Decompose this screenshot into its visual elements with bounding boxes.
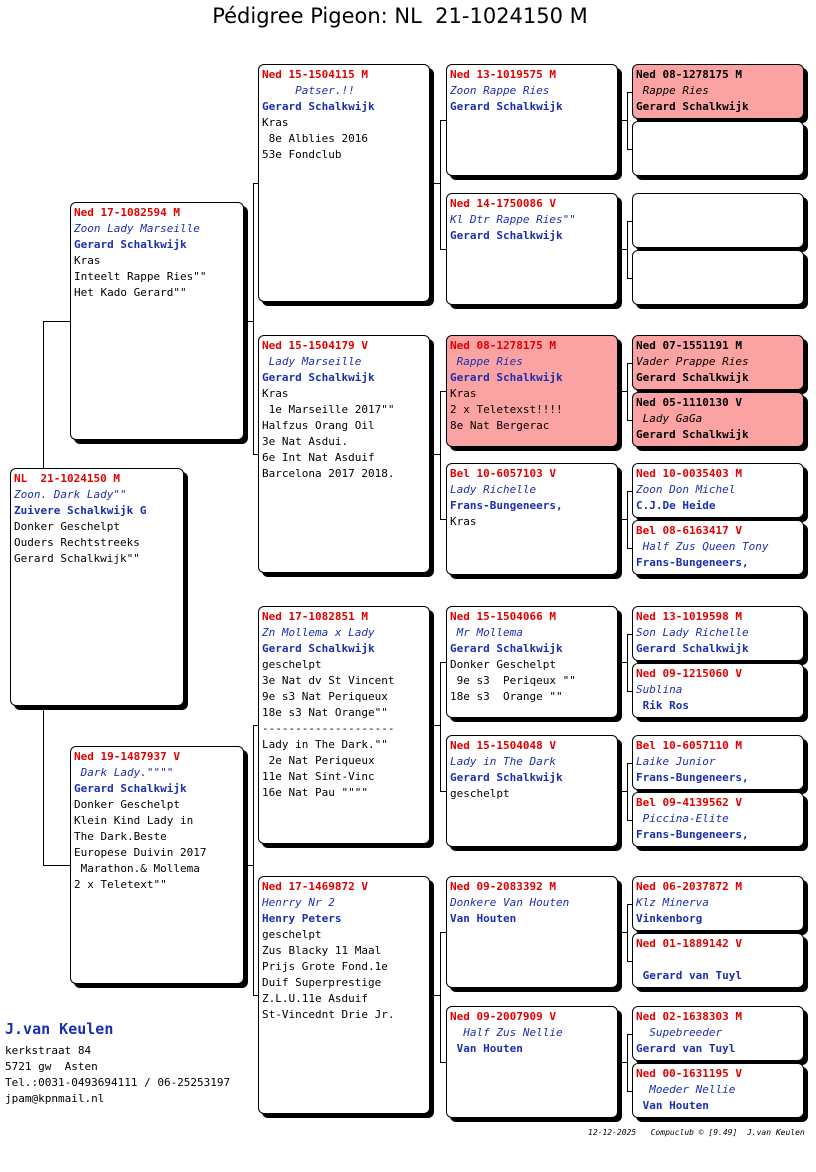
pigeon-name: Half Zus Queen Tony <box>636 540 769 553</box>
ring-number: Ned 01-1889142 V <box>636 937 742 950</box>
ring-number: Bel 09-4139562 V <box>636 796 742 809</box>
pigeon-info-line: Gerard Schalkwijk <box>262 371 375 384</box>
tree-connector-line <box>440 791 446 792</box>
pigeon-info-line: Gerard Schalkwijk <box>74 782 187 795</box>
pigeon-info-line: Gerard Schalkwijk <box>450 642 563 655</box>
pigeon-name: Klz Minerva <box>636 896 709 909</box>
ring-number: Ned 15-1504115 M <box>262 68 368 81</box>
pigeon-info-line: Z.L.U.11e Asduif <box>262 992 368 1005</box>
ring-number: Ned 15-1504066 M <box>450 610 556 623</box>
pigeon-info-line <box>636 952 800 968</box>
pigeon-info-line: geschelpt <box>450 787 510 800</box>
pigeon-info-line: 2 x Teletexst!!!! <box>450 403 563 416</box>
pigeon-card-c21[interactable] <box>632 463 804 518</box>
ring-number: Ned 17-1469872 V <box>262 880 368 893</box>
pigeon-info-line: Gerard van Tuyl <box>636 1042 736 1055</box>
tree-connector-line <box>627 221 628 278</box>
tree-connector-line <box>440 120 441 249</box>
tree-connector-line <box>43 865 70 866</box>
tree-connector-line <box>440 932 441 1062</box>
ring-number: Ned 14-1750086 V <box>450 197 556 210</box>
tree-connector-line <box>440 391 446 392</box>
pigeon-card-c12[interactable] <box>446 735 618 847</box>
pigeon-info-line: Gerard Schalkwijk <box>636 428 749 441</box>
pigeon-card-c9[interactable] <box>446 335 618 447</box>
tree-connector-line <box>440 1062 446 1063</box>
owner-phone: Tel.:0031-0493694111 / 06-25253197 <box>5 1076 231 1089</box>
pigeon-info-line: 16e Nat Pau """" <box>262 786 368 799</box>
pigeon-info-line: Lady in The Dark."" <box>262 738 388 751</box>
tree-connector-line <box>440 391 441 519</box>
pigeon-info-line: Gerard Schalkwijk <box>636 100 749 113</box>
pigeon-name: Dark Lady."""" <box>74 766 174 779</box>
pigeon-card-c14[interactable] <box>446 1006 618 1118</box>
owner-postal: 5721 gw Asten <box>5 1060 98 1073</box>
pigeon-card-c17[interactable] <box>632 193 804 248</box>
tree-connector-line <box>627 92 628 149</box>
pigeon-info-line: Halfzus Orang Oil <box>262 419 375 432</box>
pigeon-info-line: Donker Geschelpt <box>450 658 556 671</box>
ring-number: Bel 10-6057110 M <box>636 739 742 752</box>
pigeon-info-line: geschelpt <box>262 658 322 671</box>
tree-connector-line <box>253 183 254 454</box>
pigeon-info-line: 9e s3 Periqeux "" <box>450 674 576 687</box>
pigeon-info-line: 6e Int Nat Asduif <box>262 451 375 464</box>
ring-number: Ned 15-1504048 V <box>450 739 556 752</box>
tree-connector-line <box>43 710 44 865</box>
pigeon-name: Zn Mollema x Lady <box>262 626 375 639</box>
tree-connector-line <box>627 363 628 420</box>
pigeon-info-line: Europese Duivin 2017 <box>74 846 207 859</box>
pigeon-info-line: Gerard van Tuyl <box>636 969 742 982</box>
pigeon-info-line: Gerard Schalkwijk"" <box>14 552 140 565</box>
tree-connector-line <box>627 691 632 692</box>
ring-number: Ned 09-1215060 V <box>636 667 742 680</box>
pigeon-name: Kl Dtr Rappe Ries"" <box>450 213 576 226</box>
ring-number: Bel 08-6163417 V <box>636 524 742 537</box>
pigeon-info-line: Ouders Rechtstreeks <box>14 536 140 549</box>
pigeon-info-line: Gerard Schalkwijk <box>262 642 375 655</box>
pigeon-info-line: Zus Blacky 11 Maal <box>262 944 382 957</box>
pigeon-info-line: St-Vincednt Drie Jr. <box>262 1008 395 1021</box>
tree-connector-line <box>440 519 446 520</box>
pigeon-info-line: 18e s3 Orange "" <box>450 690 563 703</box>
tree-connector-line <box>627 548 632 549</box>
pigeon-info-line: Barcelona 2017 2018. <box>262 467 395 480</box>
pigeon-name: Supebreeder <box>636 1026 723 1039</box>
pigeon-info-line: Frans-Bungeneers, <box>636 828 749 841</box>
ring-number: Ned 08-1278175 M <box>450 339 556 352</box>
ring-number: Ned 08-1278175 M <box>636 68 742 81</box>
tree-connector-line <box>440 662 446 663</box>
pigeon-name: Moeder Nellie <box>636 1083 736 1096</box>
ring-number: Ned 13-1019598 M <box>636 610 742 623</box>
pigeon-name: Lady Marseille <box>262 355 362 368</box>
pigeon-info-line: Gerard Schalkwijk <box>636 642 749 655</box>
pigeon-name: Zoon Lady Marseille <box>74 222 200 235</box>
tree-connector-line <box>253 454 258 455</box>
tree-connector-line <box>627 634 628 691</box>
ring-number: Ned 06-2037872 M <box>636 880 742 893</box>
pigeon-name: Lady Richelle <box>450 483 537 496</box>
pigeon-info-line: 9e s3 Nat Periqueux <box>262 690 388 703</box>
pigeon-info-line: 3e Nat dv St Vincent <box>262 674 395 687</box>
ring-number: Ned 17-1082851 M <box>262 610 368 623</box>
pigeon-info-line: 2e Nat Periqueux <box>262 754 375 767</box>
pigeon-info-line: 18e s3 Nat Orange"" <box>262 706 388 719</box>
pigeon-name: Zoon Rappe Ries <box>450 84 550 97</box>
pigeon-card-c18[interactable] <box>632 250 804 305</box>
pigeon-info-line: Vinkenborg <box>636 912 703 925</box>
pigeon-card-c5[interactable] <box>258 606 430 844</box>
pigeon-card-c29[interactable] <box>632 1006 804 1061</box>
pigeon-card-c24[interactable] <box>632 663 804 718</box>
pigeon-info-line: Inteelt Rappe Ries"" <box>74 270 207 283</box>
pigeon-card-c0[interactable] <box>10 468 184 706</box>
pigeon-name: Zoon Don Michel <box>636 483 736 496</box>
tree-connector-line <box>627 634 632 635</box>
pigeon-info-line: Gerard Schalkwijk <box>450 100 563 113</box>
pigeon-name: Half Zus Nellie <box>450 1026 563 1039</box>
owner-email: jpam@kpnmail.nl <box>5 1092 105 1105</box>
pigeon-info-line: Duif Superprestige <box>262 976 382 989</box>
footer-credits: 12-12-2025 Compuclub © [9.49] J.van Keulen <box>588 1128 805 1137</box>
pigeon-card-c26[interactable] <box>632 792 804 847</box>
pigeon-info-line: Frans-Bungeneers, <box>450 499 563 512</box>
ring-number: Ned 05-1110130 V <box>636 396 742 409</box>
pigeon-card-c2[interactable] <box>70 746 244 984</box>
pigeon-info-line: Kras <box>74 254 101 267</box>
pigeon-name: Rappe Ries <box>450 355 523 368</box>
pigeon-name: Piccina-Elite <box>636 812 729 825</box>
pigeon-name: Sublina <box>636 683 683 696</box>
pigeon-info-line: Zuivere Schalkwijk G <box>14 504 147 517</box>
tree-connector-line <box>627 278 632 279</box>
tree-connector-line <box>440 120 446 121</box>
pigeon-card-c8[interactable] <box>446 193 618 305</box>
tree-connector-line <box>627 763 628 820</box>
pigeon-info-line: C.J.De Heide <box>636 499 716 512</box>
pigeon-info-line: Kras <box>450 515 477 528</box>
ring-number: Ned 17-1082594 M <box>74 206 180 219</box>
pigeon-card-c30[interactable] <box>632 1063 804 1118</box>
tree-connector-line <box>440 932 446 933</box>
pigeon-info-line: Prijs Grote Fond.1e <box>262 960 388 973</box>
pigeon-name: Laike Junior <box>636 755 716 768</box>
tree-connector-line <box>627 420 632 421</box>
page-title: Pédigree Pigeon: NL 21-1024150 M <box>212 4 588 28</box>
ring-number: Ned 13-1019575 M <box>450 68 556 81</box>
tree-connector-line <box>627 1034 628 1091</box>
pigeon-info-line: Klein Kind Lady in <box>74 814 194 827</box>
pigeon-info-line: Marathon.& Mollema <box>74 862 200 875</box>
pigeon-info-line: Gerard Schalkwijk <box>450 771 563 784</box>
tree-connector-line <box>627 221 632 222</box>
pigeon-card-c7[interactable] <box>446 64 618 176</box>
pigeon-info-line: Kras <box>262 116 289 129</box>
ring-number: Ned 10-0035403 M <box>636 467 742 480</box>
pigeon-info-line: 53e Fondclub <box>262 148 342 161</box>
pigeon-info-line: Kras <box>262 387 289 400</box>
ring-number: Ned 09-2083392 M <box>450 880 556 893</box>
tree-connector-line <box>627 763 632 764</box>
owner-name: J.van Keulen <box>5 1020 114 1038</box>
pigeon-name: Mr Mollema <box>450 626 523 639</box>
pigeon-info-line: 11e Nat Sint-Vinc <box>262 770 375 783</box>
pigeon-card-c16[interactable] <box>632 121 804 176</box>
tree-connector-line <box>627 149 632 150</box>
pigeon-card-c20[interactable] <box>632 392 804 447</box>
tree-connector-line <box>627 961 632 962</box>
tree-connector-line <box>627 1034 632 1035</box>
pigeon-card-c3[interactable] <box>258 64 430 302</box>
pigeon-card-c23[interactable] <box>632 606 804 661</box>
pigeon-name: Lady in The Dark <box>450 755 556 768</box>
pigeon-name: Henrry Nr 2 <box>262 896 335 909</box>
pigeon-info-line: -------------------- <box>262 722 395 735</box>
tree-connector-line <box>253 725 258 726</box>
tree-connector-line <box>253 995 258 996</box>
owner-address: kerkstraat 84 <box>5 1044 92 1057</box>
pigeon-info-line: 8e Alblies 2016 <box>262 132 368 145</box>
tree-connector-line <box>627 1091 632 1092</box>
pigeon-info-line: 8e Nat Bergerac <box>450 419 550 432</box>
pigeon-info-line: The Dark.Beste <box>74 830 167 843</box>
pigeon-name: Vader Prappe Ries <box>636 355 749 368</box>
pigeon-info-line: Het Kado Gerard"" <box>74 286 187 299</box>
pigeon-info-line: 1e Marseille 2017"" <box>262 403 395 416</box>
tree-connector-line <box>627 904 632 905</box>
tree-connector-line <box>627 491 632 492</box>
pigeon-info-line: Van Houten <box>450 1042 523 1055</box>
pigeon-info-line: Gerard Schalkwijk <box>450 371 563 384</box>
pigeon-card-c25[interactable] <box>632 735 804 790</box>
pigeon-info-line: Frans-Bungeneers, <box>636 556 749 569</box>
tree-connector-line <box>43 321 70 322</box>
pigeon-info-line: Gerard Schalkwijk <box>262 100 375 113</box>
pigeon-card-c22[interactable] <box>632 520 804 575</box>
tree-connector-line <box>627 904 628 961</box>
pigeon-card-c6[interactable] <box>258 876 430 1114</box>
pigeon-info-line: Gerard Schalkwijk <box>636 371 749 384</box>
pigeon-name: Patser.!! <box>262 84 355 97</box>
ring-number: Ned 00-1631195 V <box>636 1067 742 1080</box>
pigeon-info-line: Henry Peters <box>262 912 342 925</box>
ring-number: Ned 09-2007909 V <box>450 1010 556 1023</box>
pigeon-card-c4[interactable] <box>258 335 430 573</box>
ring-number: NL 21-1024150 M <box>14 472 120 485</box>
pigeon-info-line: geschelpt <box>262 928 322 941</box>
pigeon-info-line: Rik Ros <box>636 699 689 712</box>
tree-connector-line <box>627 491 628 548</box>
pigeon-info-line: 3e Nat Asdui. <box>262 435 349 448</box>
tree-connector-line <box>627 363 632 364</box>
pigeon-card-c19[interactable] <box>632 335 804 390</box>
pigeon-name: Donkere Van Houten <box>450 896 570 909</box>
pigeon-card-c13[interactable] <box>446 876 618 988</box>
pigeon-info-line: Donker Geschelpt <box>74 798 180 811</box>
pigeon-info-line: Kras <box>450 387 477 400</box>
pigeon-card-c1[interactable] <box>70 202 244 440</box>
pigeon-card-c28[interactable] <box>632 933 804 988</box>
ring-number: Bel 10-6057103 V <box>450 467 556 480</box>
pigeon-info-line: Van Houten <box>450 912 517 925</box>
ring-number: Ned 15-1504179 V <box>262 339 368 352</box>
tree-connector-line <box>627 92 632 93</box>
tree-connector-line <box>627 820 632 821</box>
tree-connector-line <box>43 321 44 468</box>
pigeon-name: Rappe Ries <box>636 84 709 97</box>
ring-number: Ned 02-1638303 M <box>636 1010 742 1023</box>
pigeon-card-c11[interactable] <box>446 606 618 718</box>
pigeon-info-line: Frans-Bungeneers, <box>636 771 749 784</box>
pigeon-card-c15[interactable] <box>632 64 804 119</box>
tree-connector-line <box>253 183 258 184</box>
pigeon-info-line: Van Houten <box>636 1099 709 1112</box>
pigeon-info-line: Gerard Schalkwijk <box>74 238 187 251</box>
pigeon-info-line: Gerard Schalkwijk <box>450 229 563 242</box>
tree-connector-line <box>440 662 441 791</box>
pigeon-card-c27[interactable] <box>632 876 804 931</box>
tree-connector-line <box>253 725 254 995</box>
pigeon-name: Son Lady Richelle <box>636 626 749 639</box>
ring-number: Ned 19-1487937 V <box>74 750 180 763</box>
pigeon-name: Zoon. Dark Lady"" <box>14 488 127 501</box>
tree-connector-line <box>440 249 446 250</box>
pigeon-info-line: 2 x Teletext"" <box>74 878 167 891</box>
pigeon-name: Lady GaGa <box>636 412 703 425</box>
ring-number: Ned 07-1551191 M <box>636 339 742 352</box>
pigeon-info-line: Donker Geschelpt <box>14 520 120 533</box>
pigeon-card-c10[interactable] <box>446 463 618 575</box>
